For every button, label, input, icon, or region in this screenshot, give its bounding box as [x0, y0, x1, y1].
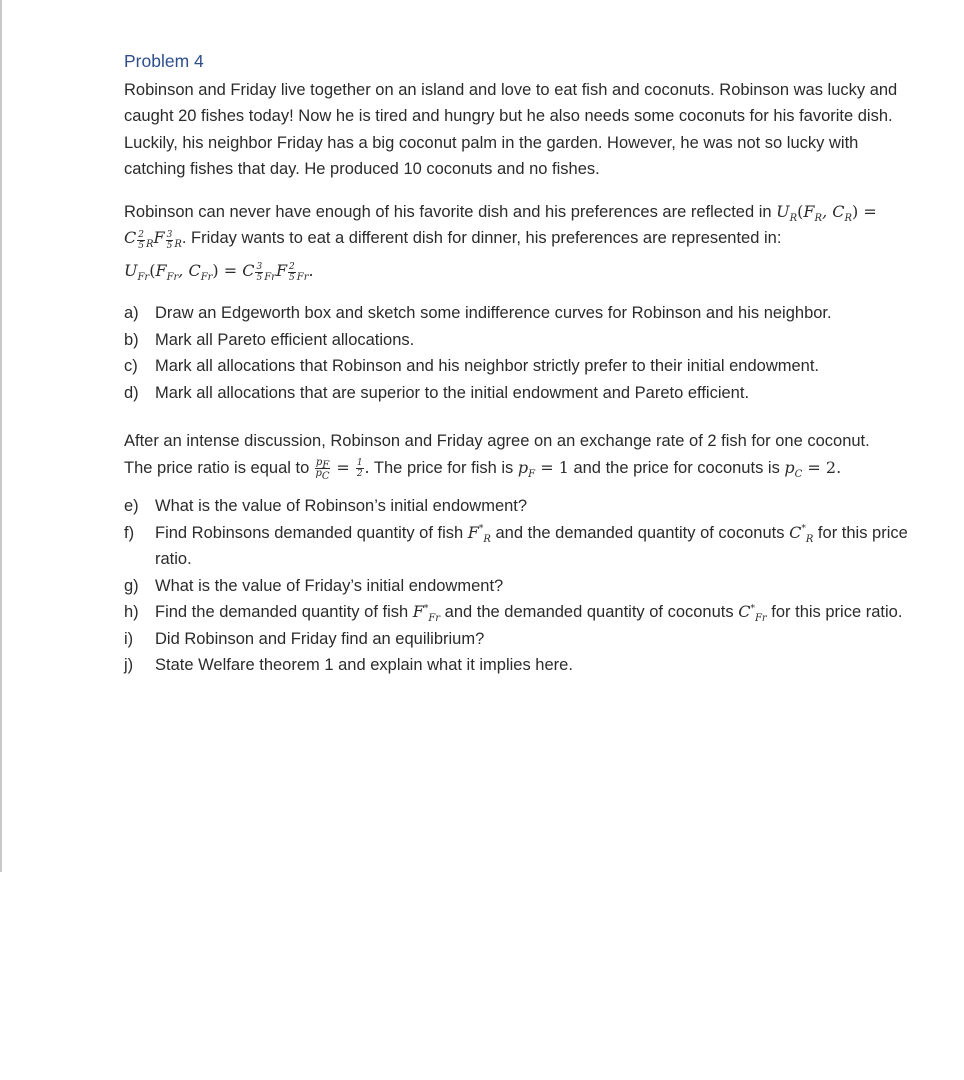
preferences-paragraph — [124, 199, 914, 285]
price-ratio-formula: $\frac{p_F}{p_C}$ = $\frac{1}{2}$ . — [315, 456, 370, 482]
price-fish-formula: $p_F = 1$ — [517, 457, 569, 480]
robinson-preferences — [124, 199, 914, 252]
list-item — [124, 626, 914, 653]
item-label: j) — [124, 656, 134, 674]
friday-preferences-text: . Friday wants to eat a different dish for dinner, his preferences are represented in: — [181, 229, 782, 247]
list-item — [124, 327, 914, 354]
list-item — [124, 300, 914, 327]
item-text: State Welfare theorem 1 and explain what it implies here. — [155, 656, 573, 674]
price-ratio-line — [124, 455, 914, 482]
item-label: b) — [124, 330, 139, 349]
questions-list-part2 — [124, 493, 914, 679]
item-label: d) — [124, 383, 139, 402]
list-item — [124, 599, 914, 626]
robinson-utility-expression: C $\frac{2}{5}$ $_R$F $\frac{3}{5}$ $_R$ — [124, 228, 182, 251]
price-fish-text: The price for fish is — [369, 458, 518, 477]
list-item — [124, 493, 914, 520]
item-text: Mark all allocations that Robinson and his neighbor strictly prefer to their initial endowment. — [155, 357, 820, 375]
list-item — [124, 353, 914, 380]
list-item — [124, 380, 914, 407]
item-text: Find Robinsons demanded quantity of fish F * $_R$ and the demanded quantity of coconuts C * $_R$ for this price ratio. — [155, 522, 908, 568]
questions-list-part1 — [124, 300, 914, 406]
robinson-utility-formula: $U_R(F_R$, $C_R$) = — [776, 201, 877, 224]
item-text: Mark all Pareto efficient allocations. — [155, 330, 415, 349]
item-text: Find the demanded quantity of fish F * $_{Fr}$ and the demanded quantity of coconuts C * $_{Fr}$ for this price ratio. — [155, 602, 903, 625]
item-text: What is the value of Robinson’s initial endowment? — [155, 497, 528, 515]
item-label: e) — [124, 497, 139, 515]
price-ratio-text: The price ratio is equal to — [124, 458, 314, 477]
intro-paragraph: Robinson and Friday live together on an island and love to eat fish and coconuts. Robinson was lucky and caught 20 fishes today! Now he is tired and hungry but he also needs some coconuts for his favorite dish. Luckily, his neighbor Friday has a big coconut palm in the garden. However, he was not so lucky with catching fishes that day. He produced 10 coconuts and no fishes. — [124, 80, 898, 178]
list-item — [124, 573, 914, 600]
robinson-coconut-demand: C * $_R$ — [789, 522, 814, 545]
list-item — [124, 520, 914, 573]
item-label: g) — [124, 576, 139, 595]
price-coconut-formula: $p_C = 2$. — [784, 457, 842, 480]
item-text: Did Robinson and Friday find an equilibrium? — [155, 629, 485, 648]
item-label: c) — [124, 357, 138, 375]
item-label: i) — [124, 629, 134, 648]
document-page — [124, 48, 914, 701]
exchange-line: After an intense discussion, Robinson and Friday agree on an exchange rate of 2 fish for one coconut. — [124, 432, 870, 450]
page-left-border — [0, 0, 2, 872]
list-item — [124, 652, 914, 679]
friday-utility-formula: $U_{Fr}(F_{Fr}$, $C_{Fr}) = C$ $\frac{3}{5}$ $_{Fr}$F $\frac{2}{5}$ $_{Fr}$. — [124, 260, 314, 284]
item-label: a) — [124, 304, 139, 322]
robinson-fish-demand: F * $_R$ — [467, 522, 491, 545]
robinson-preferences-text: Robinson can never have enough of his favorite dish and his preferences are reflected in — [124, 202, 777, 221]
price-coconut-text: and the price for coconuts is — [568, 458, 785, 477]
problem-title: Problem 4 — [124, 51, 204, 71]
item-text: What is the value of Friday’s initial endowment? — [155, 576, 504, 595]
item-text: Mark all allocations that are superior to the initial endowment and Pareto efficient. — [155, 383, 750, 402]
friday-coconut-demand: C * $_{Fr}$ — [738, 602, 767, 625]
exchange-paragraph — [124, 428, 914, 481]
item-text: Draw an Edgeworth box and sketch some indifference curves for Robinson and his neighbor. — [155, 304, 832, 322]
friday-fish-demand: F * $_{Fr}$ — [412, 602, 441, 625]
item-label: f) — [124, 523, 135, 542]
item-label: h) — [124, 603, 139, 621]
